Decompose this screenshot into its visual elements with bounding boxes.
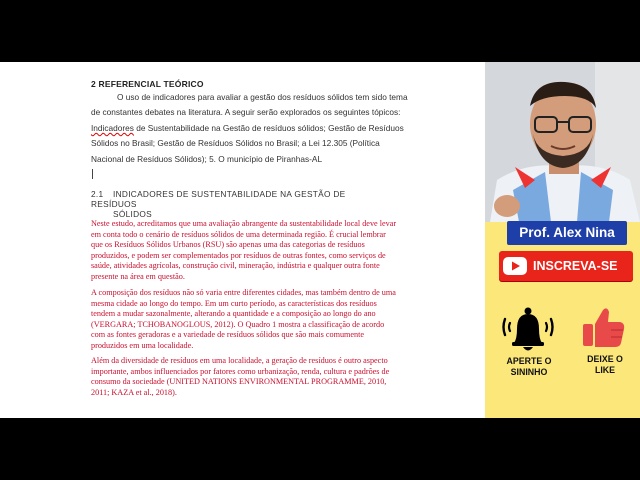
paragraph-line: consumo da sociedade (UNITED NATIONS ENVIRONMENTAL PROGRAMME, 2010, bbox=[91, 377, 387, 387]
paragraph-line: produzidos, e podem ser complementados por resíduos de outras fontes, como serviços de bbox=[91, 250, 386, 260]
paragraph-line: produzidos em uma localidade. bbox=[91, 340, 194, 350]
paragraph-line: importante, ambos influenciados por fatores como urbanização, renda, cultura e padrões de bbox=[91, 366, 390, 376]
red-paragraph-3 bbox=[91, 356, 415, 398]
spellcheck-word: Indicadores bbox=[91, 122, 134, 133]
section-heading: 2 REFERENCIAL TEÓRICO bbox=[91, 79, 204, 89]
paragraph-line: que os Resíduos Sólidos Urbanos (RSU) são apenas uma das categorias de resíduos bbox=[91, 240, 365, 250]
sidebar-panel bbox=[485, 62, 640, 418]
youtube-play-icon bbox=[503, 256, 527, 276]
paragraph-line: (VERGARA; TCHOBANOGLOUS, 2012). O Quadro 1 mostra a classificação de acordo bbox=[91, 319, 385, 329]
intro-paragraph bbox=[91, 90, 415, 167]
intro-line: de constantes debates na literatura. A seguir serão explorados os seguintes tópicos: bbox=[91, 107, 401, 118]
thumbs-up-icon[interactable] bbox=[581, 304, 627, 350]
webcam-feed bbox=[485, 62, 640, 222]
paragraph-line: saúde, atividades agrícolas, construção civil, mineração, indústria e qualquer outra fonte bbox=[91, 261, 380, 271]
red-paragraph-1 bbox=[91, 219, 415, 283]
subsection-heading bbox=[91, 189, 391, 219]
presenter-name-badge: Prof. Alex Nina bbox=[507, 221, 627, 245]
like-caption: DEIXE O LIKE bbox=[587, 354, 623, 375]
paragraph-line: mesma cidade ao longo do tempo. Em um curto período, as características dos resíduos bbox=[91, 298, 377, 308]
paragraph-line: em conta todo o cenário de resíduos sólidos de uma determinada região. É crucial lembrar bbox=[91, 229, 386, 239]
intro-line: Indicadores de Sustentabilidade na Gestão de resíduos sólidos; Gestão de Resíduos bbox=[91, 122, 404, 133]
bell-caption: APERTE O SININHO bbox=[506, 356, 552, 377]
paragraph-line: tendem a mudar sazonalmente, alterando a quantidade e a composição ao longo do ano bbox=[91, 309, 376, 319]
intro-line: Nacional de Resíduos Sólidos); 5. O município de Piranhas-AL bbox=[91, 153, 323, 164]
subsection-title-line: SÓLIDOS bbox=[113, 209, 152, 219]
document-page[interactable] bbox=[0, 62, 485, 418]
presenter-avatar-icon bbox=[485, 62, 640, 222]
paragraph-line: Além da diversidade de resíduos em uma localidade, a geração de resíduos é outro aspecto bbox=[91, 356, 388, 365]
paragraph-line: presente na área em questão. bbox=[91, 271, 185, 281]
paragraph-line: Neste estudo, acreditamos que uma avaliação abrangente da sustentabilidade local deve levar bbox=[91, 219, 397, 228]
paragraph-line: 2011; KAZA et al., 2018). bbox=[91, 387, 177, 397]
subsection-number: 2.1 bbox=[91, 189, 104, 199]
red-paragraph-2 bbox=[91, 288, 415, 352]
subsection-title-line: INDICADORES DE SUSTENTABILIDADE NA GESTÃO DE RESÍDUOS bbox=[91, 189, 346, 209]
paragraph-line: com as fontes geradoras e a variedade de resíduos sólidos que são mais comumente bbox=[91, 330, 365, 340]
subscribe-button[interactable] bbox=[499, 251, 633, 281]
text-cursor bbox=[92, 169, 93, 179]
subscribe-label: INSCREVA-SE bbox=[533, 259, 618, 273]
paragraph-line: A composição dos resíduos não só varia entre diferentes cidades, mas também dentro de uma bbox=[91, 288, 396, 297]
intro-line: O uso de indicadores para avaliar a gestão dos resíduos sólidos tem sido tema bbox=[117, 92, 408, 102]
bell-icon[interactable] bbox=[501, 305, 555, 355]
intro-line: Sólidos no Brasil; Gestão de Resíduos Sólidos no Brasil; a Lei 12.305 (Política bbox=[91, 138, 380, 149]
